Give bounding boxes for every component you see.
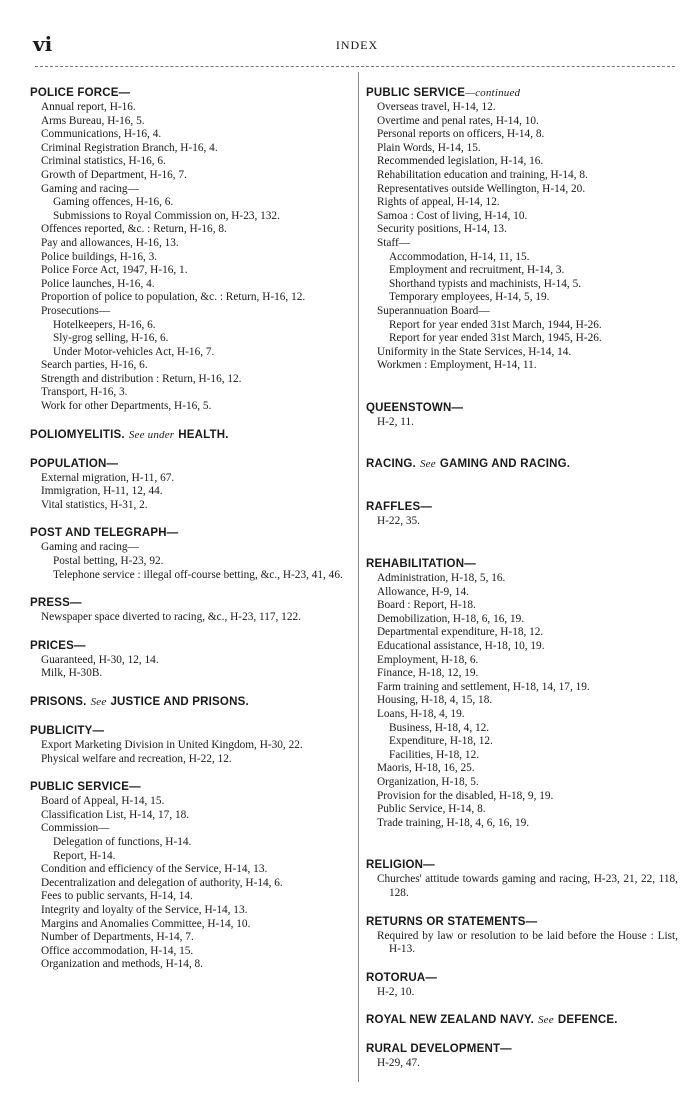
index-section-rotorua xyxy=(366,971,678,1000)
index-entry: Gaming and racing— xyxy=(41,182,139,195)
index-subentry: Expenditure, H-18, 12. xyxy=(389,735,493,748)
header-rule xyxy=(35,66,675,67)
heading-text: PUBLIC SERVICE xyxy=(366,87,466,99)
index-entry: Immigration, H-11, 12, 44. xyxy=(41,485,163,498)
index-entry: Security positions, H-14, 13. xyxy=(377,223,507,236)
index-entry: Employment, H-18, 6. xyxy=(377,653,479,666)
index-entry: H-2, 11. xyxy=(377,415,414,428)
index-entry: Personal reports on officers, H-14, 8. xyxy=(377,128,545,141)
section-heading: PRICES— xyxy=(30,639,86,652)
heading-text: ROYAL NEW ZEALAND NAVY. xyxy=(366,1014,534,1027)
index-entry: Physical welfare and recreation, H-22, 12. xyxy=(41,752,232,765)
index-entry: Uniformity in the State Services, H-14, 14. xyxy=(377,345,572,358)
index-entry: Strength and distribution : Return, H-16, 12. xyxy=(41,372,242,385)
index-entry: Condition and efficiency of the Service, H-14, 13. xyxy=(41,863,268,876)
page-number: vi xyxy=(33,32,53,56)
index-entry: Housing, H-18, 4, 15, 18. xyxy=(377,694,493,707)
index-section-raffles xyxy=(366,500,678,529)
index-subentry: Employment and recruitment, H-14, 3. xyxy=(389,264,565,277)
index-entry: Classification List, H-14, 17, 18. xyxy=(41,808,190,821)
index-entry: Number of Departments, H-14, 7. xyxy=(41,931,194,944)
index-entry: Arms Bureau, H-16, 5. xyxy=(41,114,145,127)
index-entry: Commission— xyxy=(41,822,110,835)
index-subentry: Delegation of functions, H-14. xyxy=(53,835,192,848)
index-entry: Finance, H-18, 12, 19. xyxy=(377,667,479,680)
index-entry: Organization, H-18, 5. xyxy=(377,775,479,788)
section-heading: RELIGION— xyxy=(366,859,435,872)
index-section-royal-nz-navy xyxy=(366,1013,678,1028)
heading-text: PRISONS. xyxy=(30,696,87,708)
section-heading xyxy=(366,86,678,101)
section-heading: PRESS— xyxy=(30,597,82,610)
index-section-publicity xyxy=(30,724,345,766)
index-subentry: Temporary employees, H-14, 5, 19. xyxy=(389,291,550,304)
right-column xyxy=(366,86,678,1085)
index-entry: Educational assistance, H-18, 10, 19. xyxy=(377,640,545,653)
index-section-public-service-continued xyxy=(366,86,678,373)
index-subentry: Telephone service : illegal off-course betting, &c., H-23, 41, 46. xyxy=(53,568,343,581)
index-entry: Organization and methods, H-14, 8. xyxy=(41,958,203,971)
index-subentry: Hotelkeepers, H-16, 6. xyxy=(53,318,156,331)
index-subentry: Business, H-18, 4, 12. xyxy=(389,721,490,734)
index-section-rural-development xyxy=(366,1042,678,1071)
index-entry: Annual report, H-16. xyxy=(41,101,136,113)
index-entry: Rights of appeal, H-14, 12. xyxy=(377,196,500,209)
index-entry: Plain Words, H-14, 15. xyxy=(377,141,481,154)
see-target: HEALTH. xyxy=(178,428,229,441)
index-section-post-and-telegraph xyxy=(30,526,345,582)
index-entry: Administration, H-18, 5, 16. xyxy=(377,572,506,585)
index-entry: Trade training, H-18, 4, 6, 16, 19. xyxy=(377,816,530,829)
index-entry: Communications, H-16, 4. xyxy=(41,128,162,141)
index-entry: Board : Report, H-18. xyxy=(377,599,476,612)
index-entry: Board of Appeal, H-14, 15. xyxy=(41,795,165,808)
section-heading xyxy=(366,1013,678,1028)
see-target: JUSTICE AND PRISONS. xyxy=(110,696,249,708)
index-entry: Offences reported, &c. : Return, H-16, 8. xyxy=(41,223,227,236)
index-entry: External migration, H-11, 67. xyxy=(41,471,175,484)
index-entry: Superannuation Board— xyxy=(377,304,490,317)
index-entry: Provision for the disabled, H-18, 9, 19. xyxy=(377,789,554,802)
index-entry: Farm training and settlement, H-18, 14, 17, 19. xyxy=(377,680,590,693)
section-heading: POLICE FORCE— xyxy=(30,87,131,99)
section-heading: QUEENSTOWN— xyxy=(366,401,464,414)
index-section-returns-or-statements xyxy=(366,915,678,957)
index-entry: Criminal statistics, H-16, 6. xyxy=(41,155,166,168)
index-entry: Police Force Act, 1947, H-16, 1. xyxy=(41,264,188,277)
section-heading: RETURNS OR STATEMENTS— xyxy=(366,915,538,928)
index-entry: Gaming and racing— xyxy=(41,541,139,554)
section-heading: POST AND TELEGRAPH— xyxy=(30,527,179,540)
index-entry: Loans, H-18, 4, 19. xyxy=(377,708,465,720)
see-reference: See under xyxy=(128,428,175,441)
index-entry: Guaranteed, H-30, 12, 14. xyxy=(41,653,159,666)
index-entry: Demobilization, H-18, 6, 16, 19. xyxy=(377,612,525,625)
index-section-prices xyxy=(30,639,345,681)
index-entry: Office accommodation, H-14, 15. xyxy=(41,944,194,957)
column-divider xyxy=(358,72,359,1082)
index-entry: H-2, 10. xyxy=(377,985,415,998)
see-target: DEFENCE. xyxy=(557,1014,618,1027)
section-heading xyxy=(30,695,345,710)
index-entry: Police launches, H-16, 4. xyxy=(41,277,155,290)
index-entry: Workmen : Employment, H-14, 11. xyxy=(377,359,537,372)
index-subentry: Postal betting, H-23, 92. xyxy=(53,555,164,568)
index-subentry: Submissions to Royal Commission on, H-23, 132. xyxy=(53,209,280,222)
index-entry: Overseas travel, H-14, 12. xyxy=(377,101,496,113)
index-section-rehabilitation xyxy=(366,557,678,830)
index-subentry: Accommodation, H-14, 11, 15. xyxy=(389,250,530,263)
index-entry: H-29, 47. xyxy=(377,1057,420,1070)
index-entry: Milk, H-30B. xyxy=(41,667,103,680)
index-entry: Rehabilitation education and training, H-14, 8. xyxy=(377,168,588,181)
index-entry: Allowance, H-9, 14. xyxy=(377,585,469,598)
continued-label: —continued xyxy=(465,87,521,99)
index-entry: Export Marketing Division in United Kingdom, H-30, 22. xyxy=(41,739,303,751)
index-entry: Police buildings, H-16, 3. xyxy=(41,250,158,263)
section-heading: PUBLIC SERVICE— xyxy=(30,781,141,794)
index-section-police-force xyxy=(30,86,345,414)
page-header xyxy=(33,30,681,60)
index-subentry: Gaming offences, H-16, 6. xyxy=(53,196,174,209)
index-entry: Fees to public servants, H-14, 14. xyxy=(41,890,193,903)
index-subentry: Under Motor-vehicles Act, H-16, 7. xyxy=(53,345,215,358)
index-entry: Search parties, H-16, 6. xyxy=(41,359,148,372)
index-entry: Vital statistics, H-31, 2. xyxy=(41,498,148,511)
index-subentry: Report, H-14. xyxy=(53,849,116,862)
index-entry: Representatives outside Wellington, H-14, 20. xyxy=(377,182,586,195)
see-reference: See xyxy=(90,696,107,708)
index-entry: Public Service, H-14, 8. xyxy=(377,803,486,816)
index-entry: Prosecutions— xyxy=(41,304,111,317)
index-entry: Staff— xyxy=(377,236,411,249)
index-entry: Newspaper space diverted to racing, &c., H-23, 117, 122. xyxy=(41,611,301,624)
index-subentry: Shorthand typists and machinists, H-14, 5. xyxy=(389,277,582,290)
index-entry: Proportion of police to population, &c. : Return, H-16, 12. xyxy=(41,291,306,304)
index-subentry: Report for year ended 31st March, 1944, H-26. xyxy=(389,318,602,331)
see-reference: See xyxy=(419,458,436,471)
index-section-prisons xyxy=(30,695,345,710)
index-entry: Overtime and penal rates, H-14, 10. xyxy=(377,114,539,127)
heading-text: POLIOMYELITIS. xyxy=(30,428,125,441)
index-section-press xyxy=(30,596,345,625)
index-section-population xyxy=(30,457,345,513)
section-heading: POPULATION— xyxy=(30,457,119,470)
index-section-poliomyelitis xyxy=(30,428,345,443)
index-subentry: Sly-grog selling, H-16, 6. xyxy=(53,332,169,345)
index-entry: Pay and allowances, H-16, 13. xyxy=(41,236,179,249)
index-section-religion xyxy=(366,858,678,900)
index-entry: Work for other Departments, H-16, 5. xyxy=(41,400,212,413)
section-heading: RAFFLES— xyxy=(366,501,433,514)
left-column xyxy=(30,86,345,986)
index-section-racing xyxy=(366,457,678,472)
index-entry: Maoris, H-18, 16, 25. xyxy=(377,762,475,775)
index-entry: Departmental expenditure, H-18, 12. xyxy=(377,626,544,639)
section-heading: ROTORUA— xyxy=(366,971,438,984)
index-entry: Recommended legislation, H-14, 16. xyxy=(377,155,544,168)
index-entry: Criminal Registration Branch, H-16, 4. xyxy=(41,141,218,154)
index-subentry: Report for year ended 31st March, 1945, H-26. xyxy=(389,332,602,345)
section-heading xyxy=(30,428,345,443)
index-section-queenstown xyxy=(366,401,678,430)
section-heading: RURAL DEVELOPMENT— xyxy=(366,1043,512,1056)
index-entry: Margins and Anomalies Committee, H-14, 10. xyxy=(41,917,251,930)
index-subentry: Facilities, H-18, 12. xyxy=(389,748,480,761)
section-heading: PUBLICITY— xyxy=(30,725,105,737)
page-title: INDEX xyxy=(335,38,379,52)
index-entry: H-22, 35. xyxy=(377,515,420,528)
index-entry: Decentralization and delegation of authority, H-14, 6. xyxy=(41,876,283,889)
section-heading: REHABILITATION— xyxy=(366,558,476,571)
index-entry: Transport, H-16, 3. xyxy=(41,386,128,399)
index-entry: Integrity and loyalty of the Service, H-14, 13. xyxy=(41,903,248,916)
see-reference: See xyxy=(537,1014,554,1027)
section-heading xyxy=(366,457,678,472)
see-target: GAMING AND RACING. xyxy=(439,458,571,471)
index-section-public-service xyxy=(30,780,345,972)
index-entry: Samoa : Cost of living, H-14, 10. xyxy=(377,209,528,222)
index-entry: Growth of Department, H-16, 7. xyxy=(41,168,187,181)
index-entry: Required by law or resolution to be laid before the House : List, H-13. xyxy=(377,929,678,956)
heading-text: RACING. xyxy=(366,458,416,471)
index-entry: Churches' attitude towards gaming and racing, H-23, 21, 22, 118, 128. xyxy=(377,873,678,899)
